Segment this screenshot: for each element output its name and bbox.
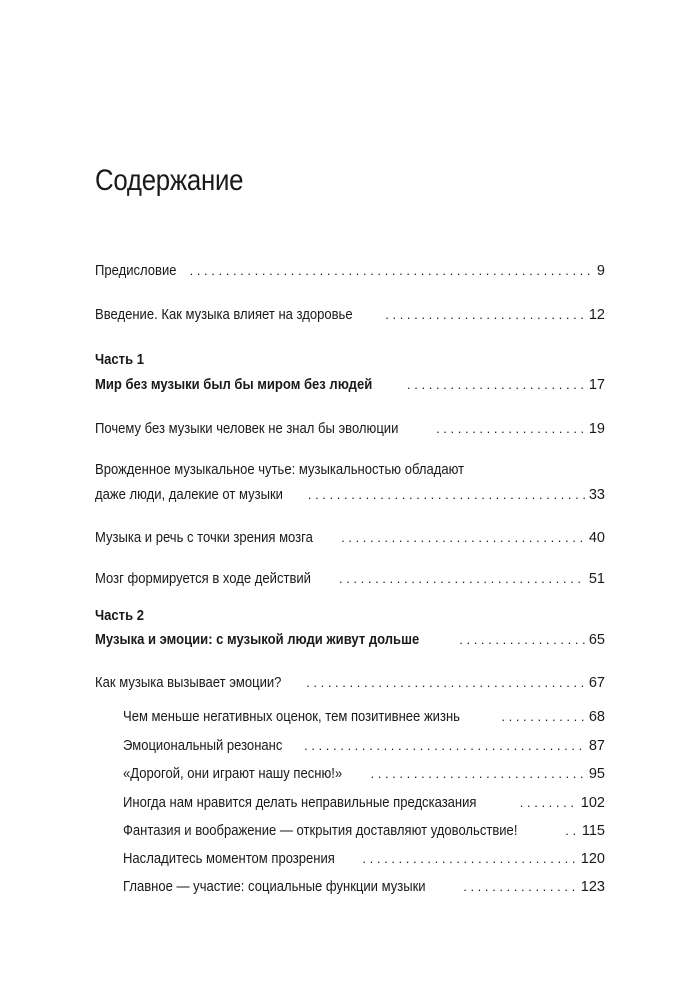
toc-leader-dots: [341, 528, 585, 548]
toc-entry[interactable]: [95, 485, 605, 505]
toc-entry-title: «Дорогой, они играют нашу песню!»: [123, 766, 343, 782]
toc-leader-dots: [501, 707, 584, 727]
toc-leader-dots: [459, 630, 585, 650]
toc-entry-title: Чем меньше негативных оценок, тем позитивнее жизнь: [123, 709, 460, 725]
toc-entry-title: Иногда нам нравится делать неправильные предсказания: [123, 795, 477, 811]
toc-page-number: 19: [588, 421, 605, 437]
toc-subentry[interactable]: [123, 849, 605, 869]
toc-leader-dots: [306, 673, 585, 693]
toc-entry[interactable]: [95, 305, 605, 325]
toc-subentry[interactable]: [123, 821, 605, 841]
toc-page-number: 123: [580, 879, 605, 895]
toc-entry-title: Мир без музыки был бы миром без людей: [95, 377, 373, 393]
toc-part-label: Часть 2: [95, 608, 144, 624]
toc-subentry[interactable]: [123, 764, 605, 784]
page-title: Содержание: [95, 164, 244, 197]
toc-page-number: 17: [588, 377, 605, 393]
toc-page-number: 33: [588, 487, 605, 503]
toc-subentry[interactable]: [123, 877, 605, 897]
toc-subentry[interactable]: [123, 707, 605, 727]
toc-leader-dots: [190, 261, 593, 281]
toc-entry-title: Эмоциональный резонанс: [123, 738, 283, 754]
toc-leader-dots: [339, 569, 585, 589]
toc-entry-title: Предисловие: [95, 263, 177, 279]
toc-entry[interactable]: [95, 673, 605, 693]
toc-entry-title: Почему без музыки человек не знал бы эволюции: [95, 421, 399, 437]
toc-page-number: 115: [581, 823, 605, 839]
toc-entry-title: даже люди, далекие от музыки: [95, 487, 283, 503]
toc-entry-title: Фантазия и воображение — открытия доставляют удовольствие!: [123, 823, 518, 839]
toc-leader-dots: [362, 849, 576, 869]
toc-leader-dots: [436, 419, 585, 439]
toc-page-number: 51: [588, 571, 605, 587]
toc-leader-dots: [385, 305, 585, 325]
toc-entry-title: Насладитесь моментом прозрения: [123, 851, 335, 867]
toc-part-entry[interactable]: [95, 375, 605, 395]
toc-page-number: 67: [588, 675, 605, 691]
toc-entry[interactable]: [95, 419, 605, 439]
toc-entry-line: Врожденное музыкальное чутье: музыкальностью обладают: [95, 462, 465, 478]
toc-leader-dots: [520, 793, 577, 813]
toc-entry-title: Как музыка вызывает эмоции?: [95, 675, 282, 691]
toc-part-label: Часть 1: [95, 352, 144, 368]
toc-entry-title: Мозг формируется в ходе действий: [95, 571, 311, 587]
toc-subentry[interactable]: [123, 793, 605, 813]
toc-part-entry[interactable]: [95, 630, 605, 650]
toc-leader-dots: [308, 485, 585, 505]
toc-page-number: 95: [588, 766, 605, 782]
toc-page-number: 9: [596, 263, 605, 279]
toc-entry[interactable]: [95, 528, 605, 548]
toc-page-number: 102: [580, 795, 605, 811]
toc-entry-title: Главное — участие: социальные функции музыки: [123, 879, 426, 895]
toc-leader-dots: [304, 736, 585, 756]
toc-page-number: 40: [588, 530, 605, 546]
toc-entry[interactable]: [95, 261, 605, 281]
toc-leader-dots: [407, 375, 585, 395]
toc-page-number: 65: [588, 632, 605, 648]
toc-page-number: 68: [588, 709, 605, 725]
toc-leader-dots: [371, 764, 585, 784]
toc-page-number: 12: [588, 307, 605, 323]
toc-page-number: 87: [588, 738, 605, 754]
toc-leader-dots: [463, 877, 577, 897]
toc-entry-title: Введение. Как музыка влияет на здоровье: [95, 307, 353, 323]
toc-entry-title: Музыка и речь с точки зрения мозга: [95, 530, 313, 546]
toc-subentry[interactable]: [123, 736, 605, 756]
toc-entry-title: Музыка и эмоции: с музыкой люди живут дольше: [95, 632, 420, 648]
toc-leader-dots: [565, 821, 578, 841]
toc-page-number: 120: [580, 851, 605, 867]
toc-entry[interactable]: [95, 569, 605, 589]
